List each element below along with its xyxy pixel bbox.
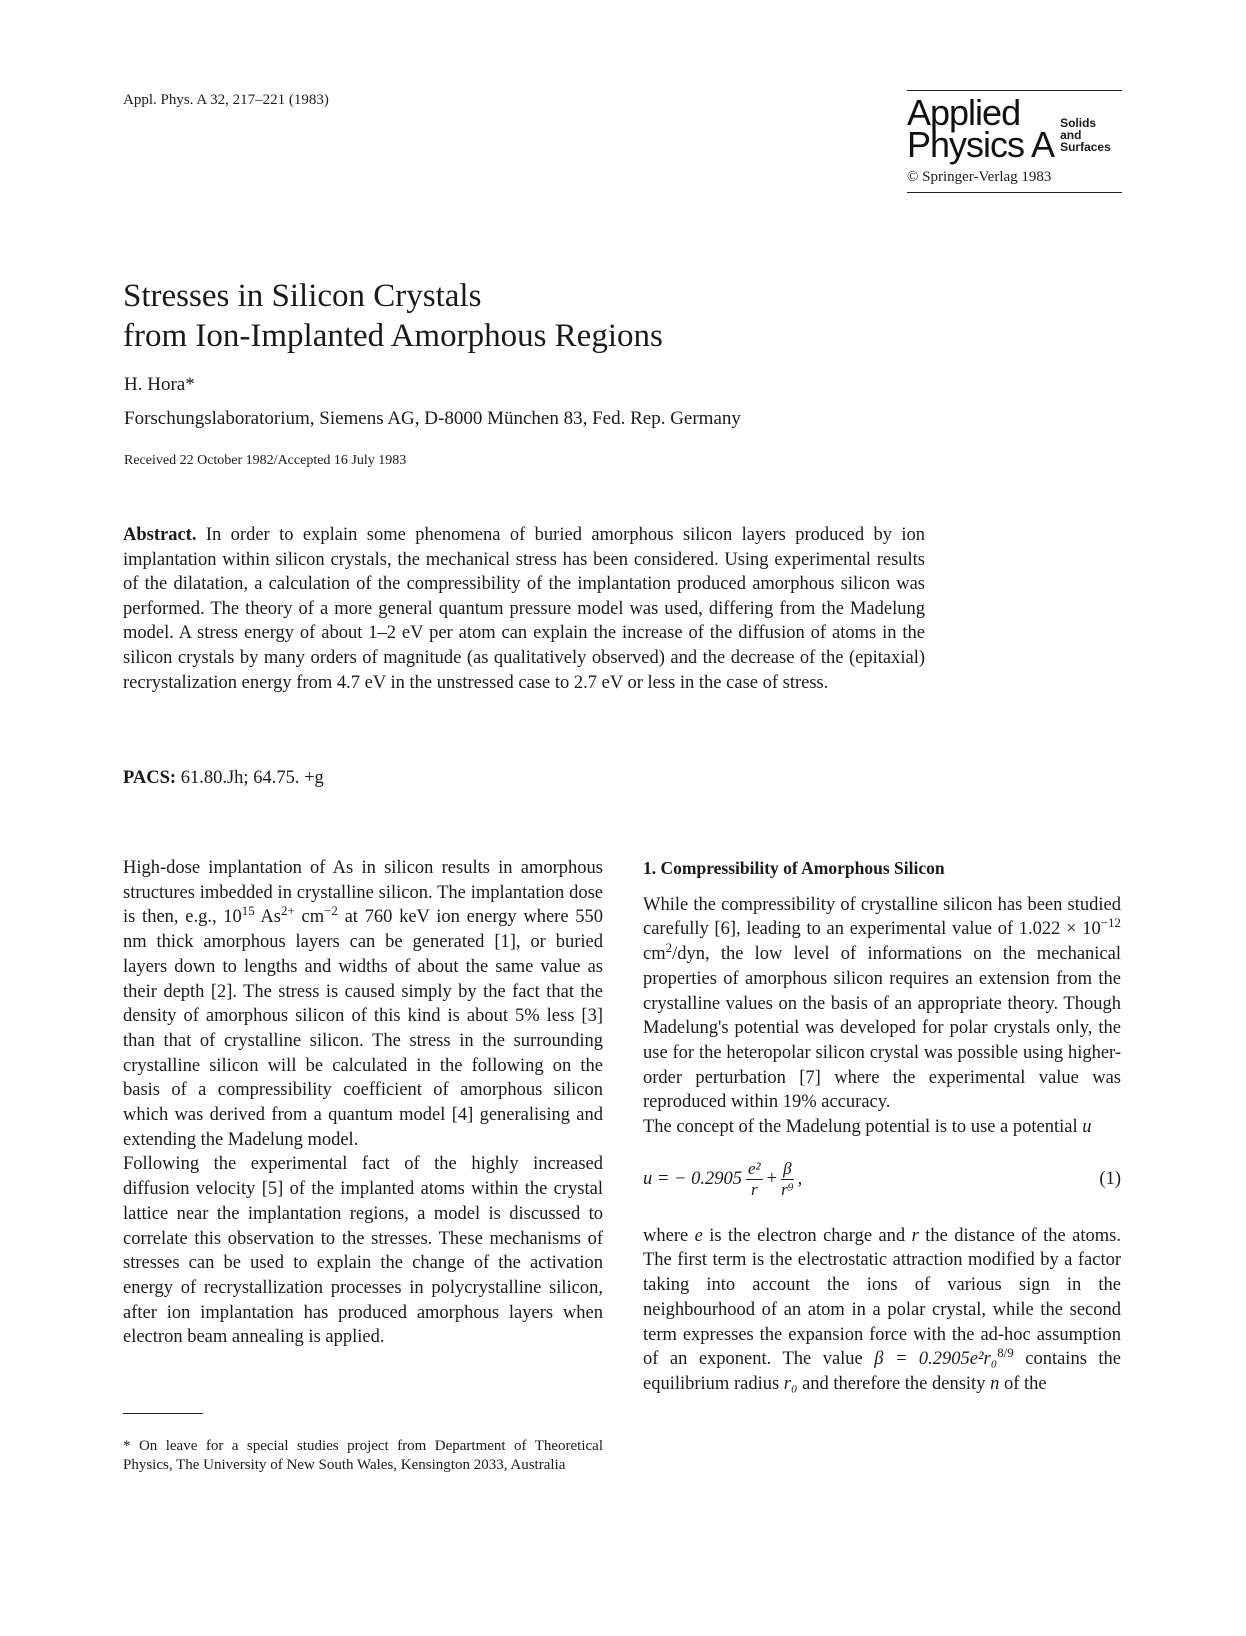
right-paragraph-2: The concept of the Madelung potential is to use a potential u	[643, 1117, 1092, 1138]
author-affiliation: Forschungslaboratorium, Siemens AG, D-8000 München 83, Fed. Rep. Germany	[124, 408, 741, 429]
journal-section-line1: Solids	[1060, 116, 1097, 130]
abstract	[123, 523, 925, 695]
received-dates: Received 22 October 1982/Accepted 16 July 1983	[124, 453, 407, 468]
abstract-label: Abstract.	[123, 525, 197, 545]
equation-fraction-1: $\frac{\text{e²}}{r}$	[747, 1159, 761, 1200]
article-title	[123, 276, 663, 356]
journal-name-line2: Physics A	[907, 124, 1055, 165]
journal-section-line3: Surfaces	[1060, 140, 1111, 154]
right-paragraph-1: While the compressibility of crystalline silicon has been studied carefully [6], leading to an experimental value of $1.022 \times 10^{-12}$ $cm^2$/dyn, the low level of informations on the mechanical properties of amorphous silicon requires an extension from the crystalline values on the basis of an appropriate theory. Though Madelung's potential was developed for polar crystals only, the use for the heteropolar silicon crystal was possible using higher-order perturbation [7] where the experimental value was reproduced within 19% accuracy.	[643, 894, 1121, 1113]
left-column	[123, 856, 603, 1350]
equation-1: u = − 0.2905 $\frac{\text{e²}}{r}$ + $\frac{\beta}{\text{r⁹}}$ , (1)	[643, 1159, 1121, 1200]
copyright-line: © Springer-Verlag 1983	[907, 169, 1122, 193]
left-paragraph-1: High-dose implantation of As in silicon results in amorphous structures imbedded in crystalline silicon. The implantation dose is then, e.g., $10^{15}$ $As^{2+}$ $cm^{-2}$ at 760 keV ion energy where 550 nm thick amorphous layers can be generated [1], or buried layers down to lengths and widths of about the same value as their depth [2]. The stress is caused simply by the fact that the density of amorphous silicon of this kind is about 5% less [3] than that of crystalline silicon. The stress in the surrounding crystalline silicon will be calculated in the following on the basis of a compressibility coefficient of amorphous silicon which was derived from a quantum model [4] generalising and extending the Madelung model.	[123, 858, 604, 1150]
title-line1: Stresses in Silicon Crystals	[123, 278, 482, 314]
journal-logo	[907, 92, 1122, 165]
equation-number: (1)	[1099, 1169, 1121, 1190]
pacs-line	[123, 768, 324, 789]
abstract-text: In order to explain some phenomena of buried amorphous silicon layers produced by ion implantation within silicon crystals, the mechanical stress has been considered. Using experimental results of the dilatation, a calculation of the compressibility of the implantation produced amorphous silicon was performed. The theory of a more general quantum pressure model was used, differing from the Madelung model. A stress energy of about 1–2 eV per atom can explain the increase of the diffusion of atoms in the silicon crystals by many orders of magnitude (as qualitatively observed) and the decrease of the (epitaxial) recrystalization energy from 4.7 eV in the unstressed case to 2.7 eV or less in the case of stress.	[123, 525, 926, 693]
equation-fraction-2: $\frac{\beta}{\text{r⁹}}$	[781, 1159, 794, 1200]
journal-section-line2: and	[1060, 128, 1082, 142]
journal-name-line1: Applied	[907, 92, 1021, 133]
right-column	[643, 856, 1121, 1397]
author-name: H. Hora*	[124, 374, 195, 395]
section-heading: 1. Compressibility of Amorphous Silicon	[643, 858, 945, 878]
footnote: * On leave for a special studies project from Department of Theoretical Physics, The University of New South Wales, Kensington 2033, Australia	[123, 1438, 603, 1473]
journal-section	[1060, 97, 1111, 153]
equation-lhs: u = − 0.2905	[643, 1169, 742, 1190]
pacs-label: PACS:	[123, 768, 177, 788]
equation-plus: +	[766, 1169, 778, 1190]
journal-masthead	[907, 90, 1122, 193]
pacs-value: 61.80.Jh; 64.75. +g	[180, 768, 324, 788]
masthead-top-rule	[907, 90, 1122, 91]
journal-citation: Appl. Phys. A 32, 217–221 (1983)	[123, 92, 329, 108]
footnote-rule	[123, 1413, 203, 1414]
left-paragraph-2: Following the experimental fact of the highly increased diffusion velocity [5] of the implanted atoms within the crystal lattice near the implantation regions, a model is discussed to correlate this observation to the stresses. These mechanisms of stresses can be used to explain the change of the activation energy of recrystallization processes in polycrystalline silicon, after ion implantation has produced amorphous layers when electron beam annealing is applied.	[123, 1154, 603, 1348]
title-line2: from Ion-Implanted Amorphous Regions	[123, 318, 663, 354]
right-paragraph-3: where e is the electron charge and r the distance of the atoms. The first term is the electrostatic attraction modified by a factor taking into account the ions of various sign in the neighbourhood of an atom in a polar crystal, while the second term expresses the expansion force with the ad-hoc assumption of an exponent. The value β = 0.2905e²r₀$^{8/9}$ contains the equilibrium radius r₀ and therefore the density n of the	[643, 1225, 1121, 1394]
